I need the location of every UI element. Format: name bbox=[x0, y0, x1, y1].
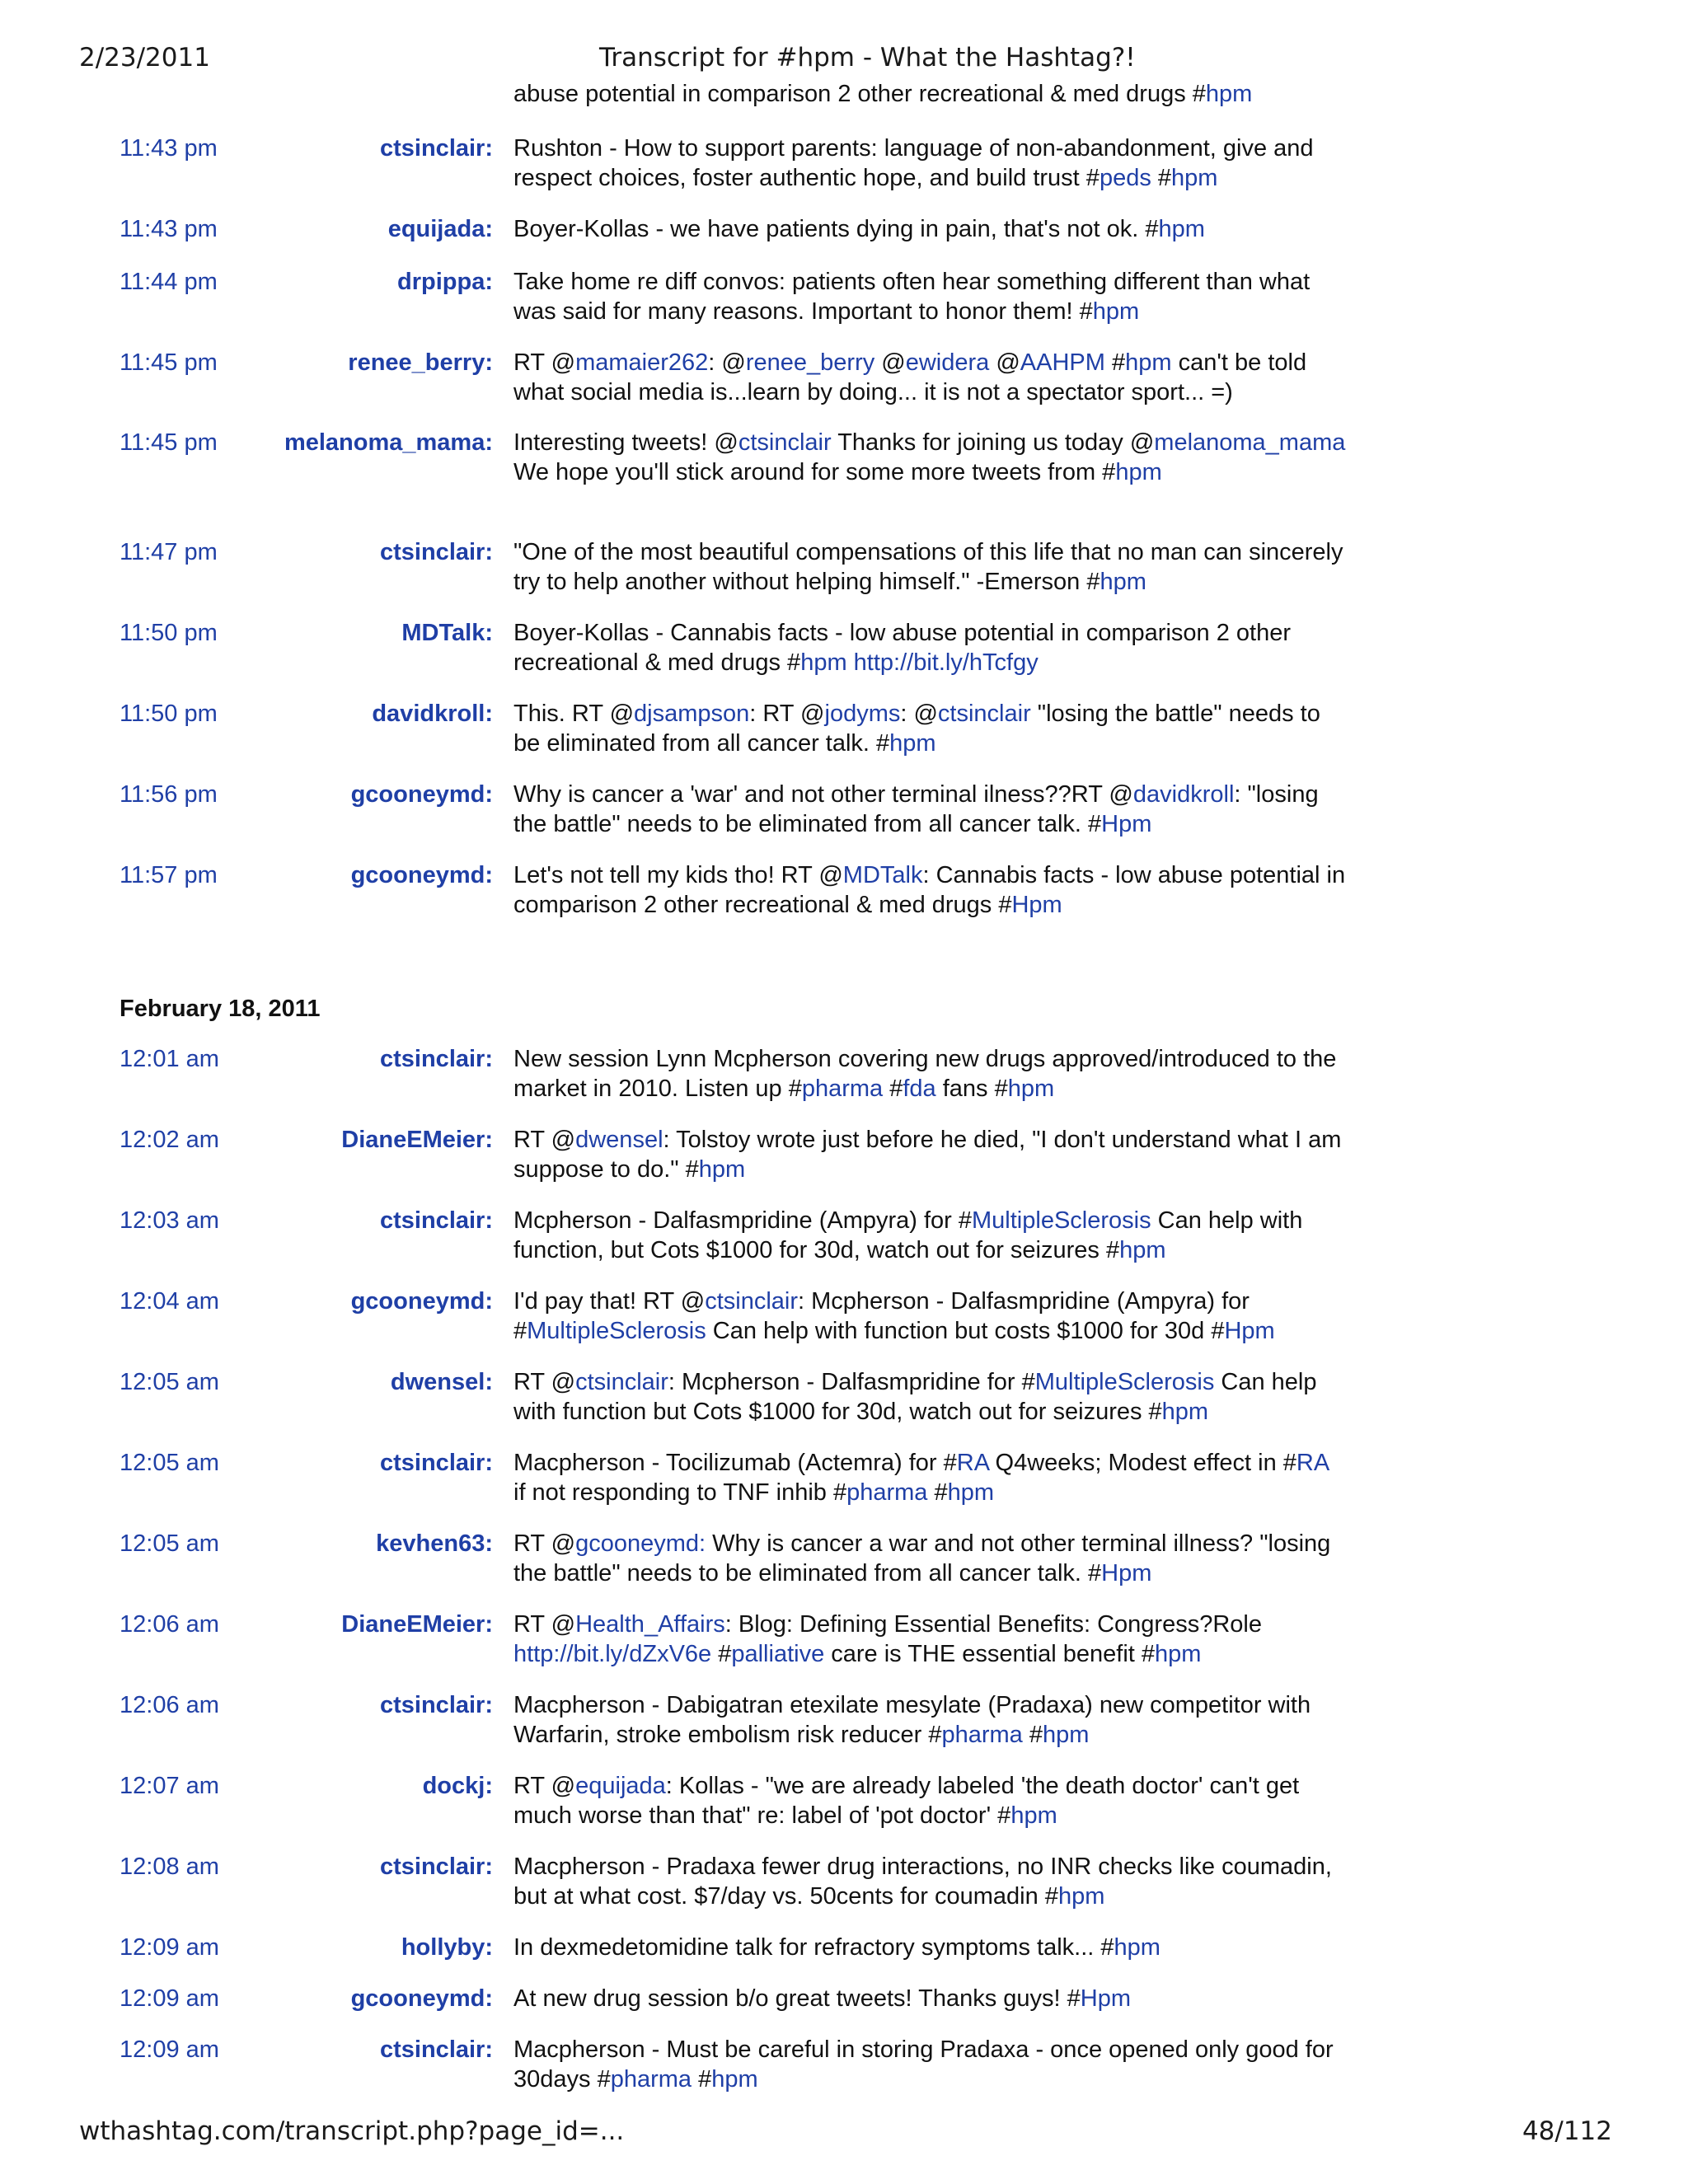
tweet-time-link[interactable]: 12:03 am bbox=[120, 1207, 219, 1234]
tweet-link[interactable]: hpm bbox=[711, 2066, 758, 2093]
tweet-link[interactable]: hpm bbox=[947, 1479, 995, 1506]
tweet-username-link[interactable]: dockj: bbox=[422, 1773, 493, 1799]
tweet-username-link[interactable]: gcooneymd: bbox=[350, 862, 493, 888]
tweet-time-link[interactable]: 12:07 am bbox=[120, 1773, 219, 1799]
tweet-text bbox=[513, 267, 1346, 326]
tweet-username-link[interactable]: ctsinclair: bbox=[380, 539, 493, 565]
tweet-username-link[interactable]: melanoma_mama: bbox=[284, 429, 493, 456]
tweet-text bbox=[513, 1044, 1346, 1104]
tweet-text-segment: : @ bbox=[900, 701, 938, 727]
tweet-text-segment: @ bbox=[874, 349, 906, 376]
tweet-time-link[interactable]: 11:43 pm bbox=[120, 135, 218, 162]
tweet-text-segment: RT @ bbox=[513, 1127, 576, 1153]
tweet-username-link[interactable]: hollyby: bbox=[401, 1934, 493, 1961]
tweet-time-link[interactable]: 12:09 am bbox=[120, 2036, 219, 2063]
tweet-text-segment: fans # bbox=[935, 1076, 1008, 1102]
tweet-username-link[interactable]: gcooneymd: bbox=[350, 1288, 493, 1315]
tweet-link[interactable]: dwensel bbox=[575, 1127, 663, 1153]
tweet-text-segment: Interesting tweets! @ bbox=[513, 429, 738, 456]
tweet-time-link[interactable]: 11:43 pm bbox=[120, 216, 218, 242]
tweet-username-link[interactable]: renee_berry: bbox=[348, 349, 493, 376]
tweet-username-link[interactable]: ctsinclair: bbox=[380, 1854, 493, 1880]
tweet-text-segment: : Kollas - "we are already labeled 'the death doctor' can't get much worse than that" re: label of 'pot doctor' # bbox=[513, 1773, 1300, 1829]
tweet-text-segment: Q4weeks; Modest effect in # bbox=[988, 1450, 1296, 1476]
tweet-text-segment: RT @ bbox=[513, 1611, 576, 1638]
tweet-text-segment: I'd pay that! RT @ bbox=[513, 1288, 706, 1315]
tweet-text-segment: Take home re diff convos: patients often hear something different than what was said for many reasons. Important to honor them! # bbox=[513, 269, 1311, 325]
tweet-link[interactable]: http://bit.ly/hTcfgy bbox=[853, 649, 1039, 676]
tweet-text-segment: At new drug session b/o great tweets! Thanks guys! # bbox=[513, 1985, 1081, 2012]
tweet-username-link[interactable]: ctsinclair: bbox=[380, 1207, 493, 1234]
tweet-time-link[interactable]: 12:06 am bbox=[120, 1611, 219, 1638]
tweet-username-link[interactable]: ctsinclair: bbox=[380, 1692, 493, 1718]
tweet-link[interactable]: MDTalk bbox=[842, 862, 923, 888]
tweet-username-link[interactable]: DianeEMeier: bbox=[341, 1611, 493, 1638]
tweet-text-segment: Why is cancer a war and not other terminal illness? "losing the battle" needs to be eliminated from all cancer talk. # bbox=[513, 1530, 1331, 1586]
tweet-text bbox=[513, 134, 1346, 193]
tweet-username-link[interactable]: kevhen63: bbox=[376, 1530, 493, 1557]
tweet-link[interactable]: http://bit.ly/dZxV6e bbox=[513, 1641, 712, 1667]
tweet-link[interactable]: mamaier262 bbox=[575, 349, 709, 376]
tweet-link[interactable]: hpm bbox=[889, 730, 936, 757]
tweet-username-link[interactable]: ctsinclair: bbox=[380, 1046, 493, 1072]
tweet-link[interactable]: hpm bbox=[1119, 1237, 1166, 1263]
tweet-text bbox=[513, 1852, 1346, 1911]
tweet-text-segment: abuse potential in comparison 2 other recreational & med drugs # bbox=[513, 81, 1206, 107]
tweet-text bbox=[513, 1690, 1346, 1750]
tweet-text-segment: Boyer-Kollas - we have patients dying in pain, that's not ok. # bbox=[513, 216, 1159, 242]
tweet-text bbox=[513, 1610, 1346, 1669]
tweet-text-segment: # bbox=[1022, 1722, 1043, 1748]
tweet-text bbox=[513, 1771, 1346, 1830]
tweet-text-segment: Boyer-Kollas - Cannabis facts - low abuse potential in comparison 2 other recreational & med drugs # bbox=[513, 620, 1291, 676]
tweet-link[interactable]: pharma bbox=[941, 1722, 1023, 1748]
tweet-time-link[interactable]: 12:06 am bbox=[120, 1692, 219, 1718]
tweet-text-segment: # bbox=[711, 1641, 732, 1667]
tweet-link[interactable]: hpm bbox=[1007, 1076, 1055, 1102]
tweet-text-segment: # bbox=[1151, 165, 1172, 191]
tweet-text bbox=[513, 860, 1346, 920]
tweet-text-segment: # bbox=[927, 1479, 948, 1506]
tweet-text-segment: Rushton - How to support parents: language of non-abandonment, give and respect choices, foster authentic hope, and build trust # bbox=[513, 135, 1314, 191]
tweet-text bbox=[513, 1984, 1346, 2013]
date-heading: February 18, 2011 bbox=[120, 996, 321, 1022]
tweet-time-link[interactable]: 11:57 pm bbox=[120, 862, 218, 888]
tweet-username-link[interactable]: MDTalk: bbox=[401, 620, 493, 646]
tweet-text-segment: "One of the most beautiful compensations of this life that no man can sincerely try to help another without helping himself." -Emerson # bbox=[513, 539, 1343, 595]
print-date: 2/23/2011 bbox=[79, 43, 210, 73]
tweet-link[interactable]: hpm bbox=[1010, 1802, 1057, 1829]
tweet-text-segment: : Cannabis facts - low abuse potential in comparison 2 other recreational & med drugs # bbox=[513, 862, 1346, 918]
tweet-text-segment: : @ bbox=[708, 349, 746, 376]
tweet-text-segment: New session Lynn Mcpherson covering new drugs approved/introduced to the market in 2010. Listen up # bbox=[513, 1046, 1337, 1102]
tweet-link[interactable]: pharma bbox=[846, 1479, 928, 1506]
tweet-text-segment: Macpherson - Pradaxa fewer drug interactions, no INR checks like coumadin, but at what cost. $7/day vs. 50cents for coumadin # bbox=[513, 1854, 1332, 1910]
tweet-time-link[interactable]: 12:09 am bbox=[120, 1934, 219, 1961]
tweet-link[interactable]: peds bbox=[1099, 165, 1151, 191]
tweet-link[interactable]: hpm bbox=[1042, 1722, 1090, 1748]
tweet-link[interactable]: jodyms bbox=[824, 701, 901, 727]
tweet-text-segment: care is THE essential benefit # bbox=[824, 1641, 1156, 1667]
tweet-link[interactable]: Hpm bbox=[1101, 1560, 1152, 1586]
tweet-link[interactable]: hpm bbox=[1092, 298, 1140, 325]
tweet-text-segment: : Blog: Defining Essential Benefits: Congress?Role bbox=[724, 1611, 1262, 1638]
tweet-text-segment: RT @ bbox=[513, 1530, 576, 1557]
tweet-text bbox=[513, 1125, 1346, 1184]
tweet-text-segment: RT @ bbox=[513, 1369, 576, 1395]
tweet-link[interactable]: hpm bbox=[1161, 1399, 1209, 1425]
tweet-time-link[interactable]: 11:44 pm bbox=[120, 269, 218, 295]
page-url: wthashtag.com/transcript.php?page_id=... bbox=[79, 2116, 625, 2146]
tweet-link[interactable]: Hpm bbox=[1101, 811, 1152, 837]
tweet-text bbox=[513, 1206, 1346, 1265]
tweet-link[interactable]: palliative bbox=[731, 1641, 825, 1667]
tweet-text-segment: Mcpherson - Dalfasmpridine (Ampyra) for # bbox=[513, 1207, 973, 1234]
tweet-text-segment: : RT @ bbox=[749, 701, 825, 727]
tweet-text bbox=[513, 428, 1346, 487]
continued-tweet-text bbox=[513, 79, 1338, 109]
tweet-link[interactable]: renee_berry bbox=[745, 349, 875, 376]
tweet-link[interactable]: hpm bbox=[1171, 165, 1218, 191]
tweet-link[interactable]: djsampson bbox=[634, 701, 750, 727]
tweet-text-segment: : Mcpherson - Dalfasmpridine for # bbox=[668, 1369, 1035, 1395]
tweet-link[interactable]: Hpm bbox=[1224, 1318, 1275, 1344]
tweet-text bbox=[513, 1933, 1346, 1962]
tweet-text-segment: Macpherson - Dabigatran etexilate mesylate (Pradaxa) new competitor with Warfarin, stroke embolism risk reducer # bbox=[513, 1692, 1311, 1748]
tweet-link[interactable]: davidkroll bbox=[1132, 781, 1235, 808]
tweet-text-segment: Let's not tell my kids tho! RT @ bbox=[513, 862, 843, 888]
tweet-username-link[interactable]: ctsinclair: bbox=[380, 1450, 493, 1476]
tweet-link[interactable]: melanoma_mama bbox=[1154, 429, 1346, 456]
tweet-link[interactable]: ctsinclair bbox=[738, 429, 832, 456]
tweet-time-link[interactable]: 12:05 am bbox=[120, 1369, 219, 1395]
tweet-text-segment: Macpherson - Must be careful in storing Pradaxa - once opened only good for 30days # bbox=[513, 2036, 1334, 2093]
tweet-text bbox=[513, 1448, 1346, 1507]
tweet-text-segment: # bbox=[1104, 349, 1126, 376]
tweet-text bbox=[513, 1286, 1346, 1346]
tweet-text bbox=[513, 780, 1346, 839]
tweet-text-segment: # bbox=[692, 2066, 712, 2093]
print-footer bbox=[0, 2116, 1688, 2149]
tweet-text-segment: : Mcpherson - Dalfasmpridine (Ampyra) for # bbox=[513, 1288, 1250, 1344]
tweet-link[interactable]: hpm bbox=[1115, 459, 1162, 485]
tweet-text-segment: Why is cancer a 'war' and not other terminal ilness??RT @ bbox=[513, 781, 1133, 808]
tweet-link[interactable]: ctsinclair bbox=[937, 701, 1031, 727]
tweet-text bbox=[513, 1367, 1346, 1427]
tweet-text bbox=[513, 537, 1346, 597]
tweet-text-segment bbox=[847, 649, 854, 676]
tweet-text-segment: # bbox=[883, 1076, 903, 1102]
tweet-username-link[interactable]: gcooneymd: bbox=[350, 1985, 493, 2012]
print-header bbox=[0, 43, 1688, 76]
tweet-text-segment: Can help with function but costs $1000 for 30d # bbox=[706, 1318, 1225, 1344]
tweet-username-link[interactable]: equijada: bbox=[387, 216, 493, 242]
tweet-text-segment: RT @ bbox=[513, 1773, 576, 1799]
page-title: Transcript for #hpm - What the Hashtag?! bbox=[599, 43, 1136, 73]
tweet-link[interactable]: hpm bbox=[698, 1156, 746, 1183]
tweet-time-link[interactable]: 11:45 pm bbox=[120, 429, 218, 456]
tweet-link[interactable]: hpm bbox=[1155, 1641, 1202, 1667]
tweet-link[interactable]: MultipleSclerosis bbox=[1034, 1369, 1215, 1395]
tweet-time-link[interactable]: 12:04 am bbox=[120, 1288, 219, 1315]
tweet-link[interactable]: pharma bbox=[801, 1076, 884, 1102]
tweet-text-segment: : "losing the battle" needs to be eliminated from all cancer talk. # bbox=[513, 781, 1319, 837]
tweet-link[interactable]: Hpm bbox=[1080, 1985, 1132, 2012]
tweet-text-segment: In dexmedetomidine talk for refractory symptoms talk... # bbox=[513, 1934, 1114, 1961]
tweet-link[interactable]: Hpm bbox=[1011, 892, 1062, 918]
tweet-link[interactable]: hpm bbox=[800, 649, 847, 676]
tweet-time-link[interactable]: 12:02 am bbox=[120, 1127, 219, 1153]
tweet-username-link[interactable]: ctsinclair: bbox=[380, 135, 493, 162]
page-number: 48/112 bbox=[1522, 2116, 1612, 2146]
tweet-username-link[interactable]: davidkroll: bbox=[372, 701, 493, 727]
tweet-username-link[interactable]: drpippa: bbox=[397, 269, 493, 295]
tweet-time-link[interactable]: 12:05 am bbox=[120, 1450, 219, 1476]
tweet-username-link[interactable]: DianeEMeier: bbox=[341, 1127, 493, 1153]
tweet-text-segment: : Tolstoy wrote just before he died, "I don't understand what I am suppose to do." # bbox=[513, 1127, 1342, 1183]
tweet-link[interactable]: Health_Affairs bbox=[575, 1611, 725, 1638]
tweet-link[interactable]: MultipleSclerosis bbox=[972, 1207, 1151, 1234]
tweet-text bbox=[513, 2035, 1346, 2094]
tweet-time-link[interactable]: 11:56 pm bbox=[120, 781, 218, 808]
tweet-username-link[interactable]: gcooneymd: bbox=[350, 781, 493, 808]
tweet-text-segment: "losing the battle" needs to be eliminated from all cancer talk. # bbox=[513, 701, 1320, 757]
tweet-text-segment: Macpherson - Tocilizumab (Actemra) for # bbox=[513, 1450, 957, 1476]
tweet-link[interactable]: hpm bbox=[1100, 569, 1146, 595]
tweet-text bbox=[513, 1529, 1346, 1588]
tweet-text bbox=[513, 618, 1346, 677]
tweet-text-segment: Can help with function, but Cots $1000 for 30d, watch out for seizures # bbox=[513, 1207, 1303, 1263]
tweet-link[interactable]: RA bbox=[1296, 1450, 1329, 1476]
tweet-link[interactable]: ctsinclair bbox=[705, 1288, 798, 1315]
tweet-link[interactable]: fda bbox=[903, 1076, 936, 1102]
tweet-link[interactable]: hpm bbox=[1114, 1934, 1160, 1961]
tweet-time-link[interactable]: 11:50 pm bbox=[120, 701, 218, 727]
tweet-time-link[interactable]: 11:47 pm bbox=[120, 539, 218, 565]
tweet-time-link[interactable]: 12:05 am bbox=[120, 1530, 219, 1557]
tweet-text bbox=[513, 699, 1346, 758]
tweet-username-link[interactable]: dwensel: bbox=[390, 1369, 493, 1395]
tweet-link[interactable]: MultipleSclerosis bbox=[527, 1318, 706, 1344]
tweet-link[interactable]: hpm bbox=[1205, 81, 1253, 107]
tweet-username-link[interactable]: ctsinclair: bbox=[380, 2036, 493, 2063]
tweet-text-segment: Can help with function but Cots $1000 for 30d, watch out for seizures # bbox=[513, 1369, 1317, 1425]
tweet-text-segment: This. RT @ bbox=[513, 701, 635, 727]
tweet-time-link[interactable]: 12:09 am bbox=[120, 1985, 219, 2012]
tweet-link[interactable]: ctsinclair bbox=[575, 1369, 668, 1395]
tweet-link[interactable]: hpm bbox=[1158, 216, 1205, 242]
tweet-time-link[interactable]: 11:45 pm bbox=[120, 349, 218, 376]
tweet-text-segment: We hope you'll stick around for some more tweets from # bbox=[513, 459, 1116, 485]
tweet-time-link[interactable]: 11:50 pm bbox=[120, 620, 218, 646]
tweet-text-segment: if not responding to TNF inhib # bbox=[513, 1479, 847, 1506]
tweet-text bbox=[513, 348, 1346, 407]
tweet-link[interactable]: pharma bbox=[610, 2066, 692, 2093]
tweet-link[interactable]: hpm bbox=[1125, 349, 1172, 376]
tweet-text-segment: RT @ bbox=[513, 349, 576, 376]
tweet-time-link[interactable]: 12:08 am bbox=[120, 1854, 219, 1880]
tweet-text-segment: can't be told what social media is...learn by doing... it is not a spectator sport... =) bbox=[513, 349, 1307, 405]
tweet-link[interactable]: equijada bbox=[575, 1773, 666, 1799]
tweet-text bbox=[513, 214, 1346, 244]
tweet-link[interactable]: gcooneymd: bbox=[575, 1530, 706, 1557]
tweet-link[interactable]: hpm bbox=[1057, 1883, 1105, 1910]
tweet-text-segment: Thanks for joining us today @ bbox=[831, 429, 1155, 456]
tweet-time-link[interactable]: 12:01 am bbox=[120, 1046, 219, 1072]
tweet-link[interactable]: ewidera bbox=[905, 349, 990, 376]
tweet-text-segment: @ bbox=[989, 349, 1020, 376]
tweet-link[interactable]: AAHPM bbox=[1020, 349, 1105, 376]
tweet-link[interactable]: RA bbox=[956, 1450, 989, 1476]
